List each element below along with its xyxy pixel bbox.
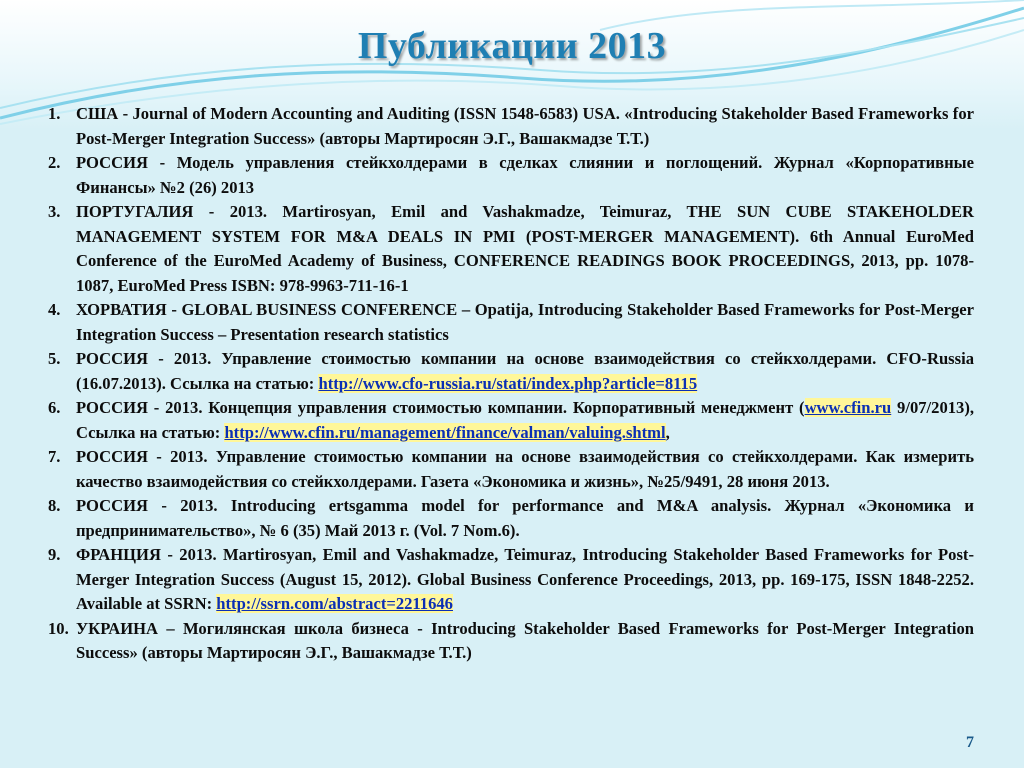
list-item-segment: РОССИЯ - Модель управления стейкхолдерами в сделках слиянии и поглощений. Журнал «Корпоративные Финансы» №2 (26) 2013 xyxy=(76,153,974,197)
list-item-number: 1. xyxy=(48,104,61,123)
list-item-segment: УКРАИНА – Могилянская школа бизнеса - Introducing Stakeholder Based Frameworks for Post-Merger Integration Success» (авторы Мартиросян Э.Г., Вашакмадзе Т.Т.) xyxy=(76,618,974,662)
list-item-number: 4. xyxy=(48,300,61,319)
list-item xyxy=(48,102,974,151)
publication-link[interactable]: www.cfin.ru xyxy=(804,398,892,417)
list-item xyxy=(48,494,974,543)
list-item-segment: , xyxy=(665,422,670,442)
list-item-text xyxy=(76,347,974,396)
list-item-segment: США - Journal of Modern Accounting and Auditing (ISSN 1548-6583) USA. «Introducing Stakeholder Based Frameworks for Post-Merger Integration Success» (авторы Мартиросян Э.Г., Вашакмадзе Т.Т.) xyxy=(76,104,974,148)
list-item-text xyxy=(76,445,974,494)
publication-link[interactable]: http://ssrn.com/abstract=2211646 xyxy=(216,594,453,613)
list-item xyxy=(48,445,974,494)
list-item-text xyxy=(76,396,974,445)
list-item-number: 3. xyxy=(48,202,61,221)
list-item-number: 2. xyxy=(48,153,61,172)
page-number: 7 xyxy=(966,734,974,751)
list-item-text xyxy=(76,151,974,200)
list-item-segment: ХОРВАТИЯ - GLOBAL BUSINESS CONFERENCE – Opatija, Introducing Stakeholder Based Frameworks for Post-Merger Integration Success – Presentation research statistics xyxy=(76,300,974,344)
list-item xyxy=(48,298,974,347)
list-item-segment: 9/07/2013), Ссылка на статью: xyxy=(76,398,975,442)
list-item-number: 7. xyxy=(48,447,61,466)
list-item-segment: РОССИЯ - 2013. Концепция управления стоимостью компании. Корпоративный менеджмент ( xyxy=(76,398,805,417)
list-item xyxy=(48,151,974,200)
list-item-segment: РОССИЯ - 2013. Управление стоимостью компании на основе взаимодействия со стейкхолдерами. Как измерить качество взаимодействия со стейкхолдерами. Газета «Экономика и жизнь», №25/9491, 28 июня 2013. xyxy=(76,447,974,491)
list-item-number: 8. xyxy=(48,496,61,515)
publication-link[interactable]: http://www.cfo-russia.ru/stati/index.php?article=8115 xyxy=(318,373,698,393)
publication-link[interactable]: http://www.cfin.ru/management/finance/valman/valuing.shtml xyxy=(224,422,666,442)
list-item xyxy=(48,543,974,617)
list-item xyxy=(48,347,974,396)
page-title: Публикации 2013 xyxy=(357,25,667,67)
list-item-segment: РОССИЯ - 2013. Управление стоимостью компании на основе взаимодействия со стейкхолдерами. CFO-Russia (16.07.2013). Ссылка на статью: xyxy=(76,349,974,393)
list-item-segment: ФРАНЦИЯ - 2013. Martirosyan, Emil and Vashakmadze, Teimuraz, Introducing Stakeholder Based Frameworks for Post-Merger Integration Success (August 15, 2012). Global Business Conference Proceedings, 2013, pp. 169-175, ISSN 1848-2252. Available at SSRN: xyxy=(76,545,974,613)
list-item-text xyxy=(76,617,974,666)
list-item-segment: ПОРТУГАЛИЯ - 2013. Martirosyan, Emil and Vashakmadze, Teimuraz, THE SUN CUBE STAKEHOLDER MANAGEMENT SYSTEM FOR M&A DEALS IN PMI (POST-MERGER MANAGEMENT). 6th Annual EuroMed Conference of the EuroMed Academy of Business, CONFERENCE READINGS BOOK PROCEEDINGS, 2013, pp. 1078-1087, EuroMed Press ISBN: 978-9963-711-16-1 xyxy=(76,202,974,295)
list-item xyxy=(48,200,974,298)
list-item xyxy=(48,617,974,666)
list-item-text xyxy=(76,200,974,298)
list-item-text xyxy=(76,298,974,347)
list-item-number: 9. xyxy=(48,545,61,564)
list-item-text xyxy=(76,543,974,617)
list-item-text xyxy=(76,494,974,543)
list-item-number: 6. xyxy=(48,398,61,417)
list-item-segment: РОССИЯ - 2013. Introducing ertsgamma model for performance and M&A analysis. Журнал «Экономика и предпринимательство», № 6 (35) Май 2013 г. (Vol. 7 Nom.6). xyxy=(76,496,974,540)
list-item-number: 5. xyxy=(48,349,61,368)
list-item xyxy=(48,396,974,445)
list-item-number: 10. xyxy=(48,618,69,638)
list-item-text xyxy=(76,102,974,151)
publication-list xyxy=(48,102,974,666)
